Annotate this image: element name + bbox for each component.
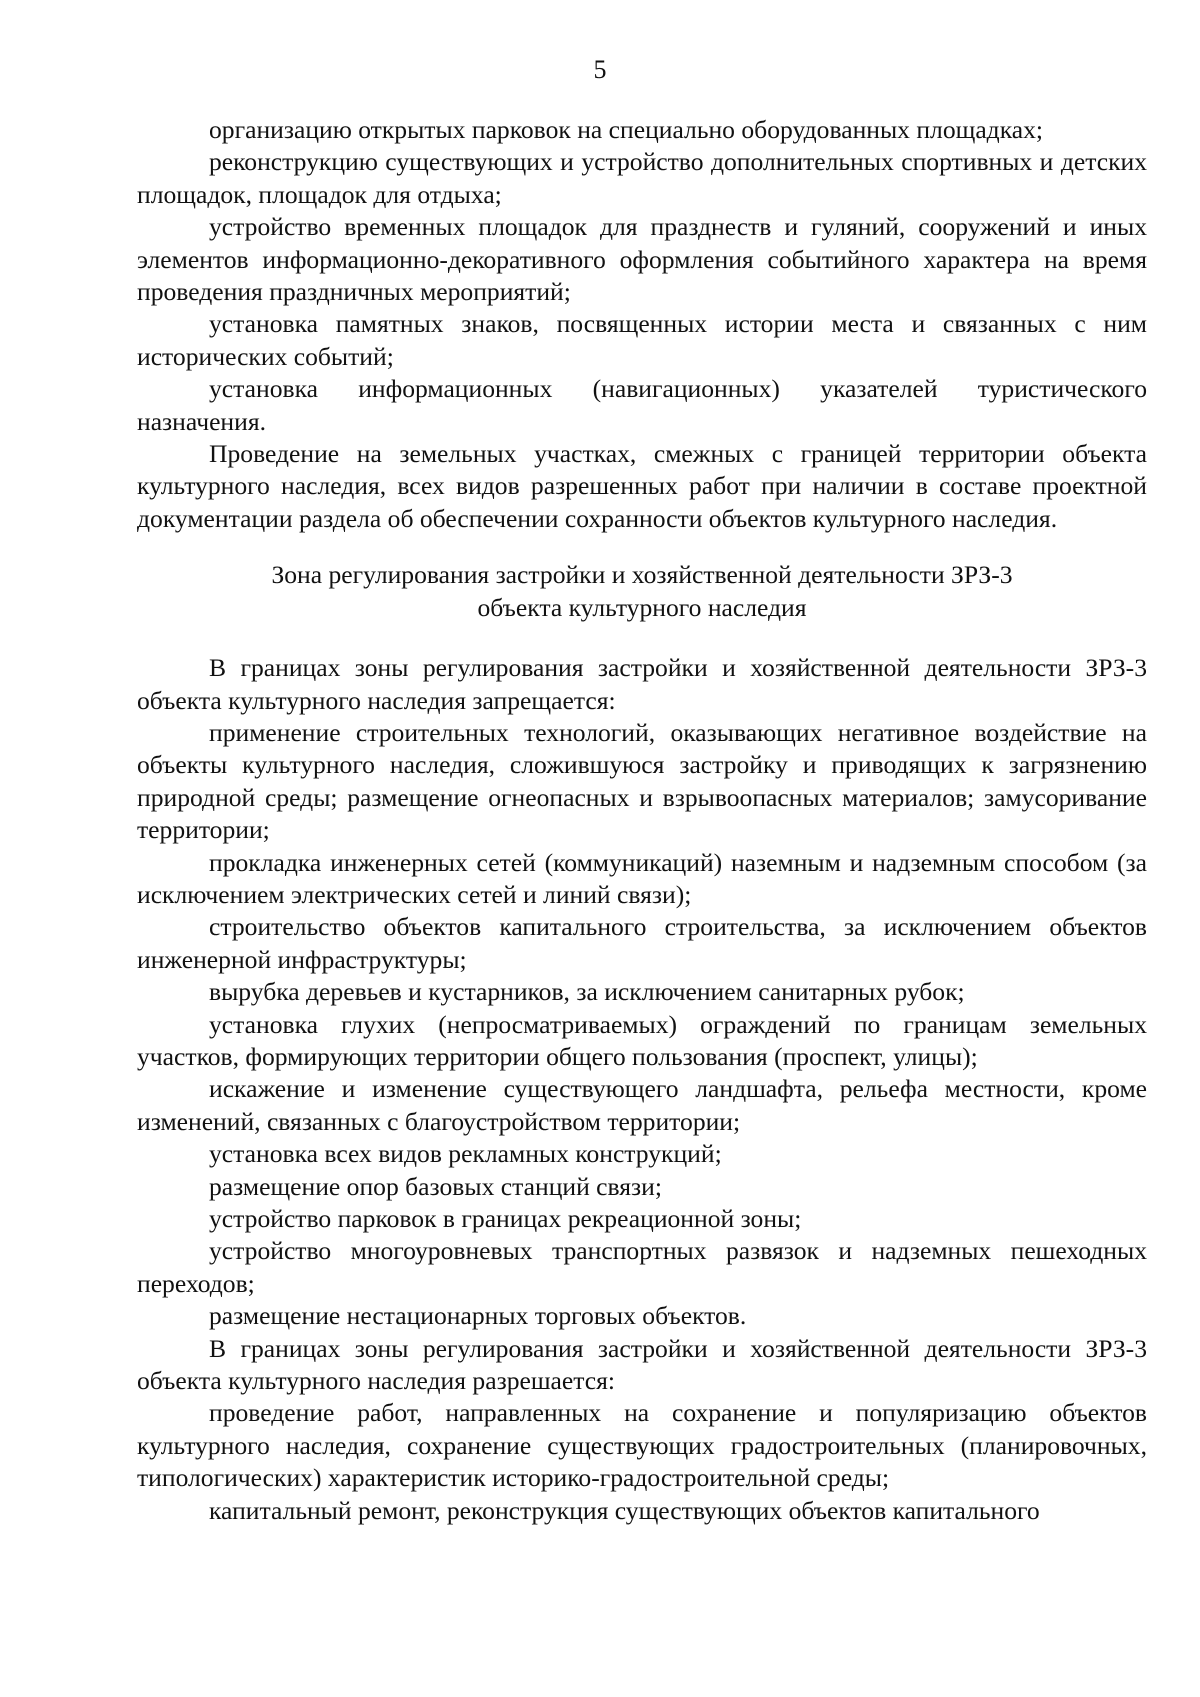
paragraph: вырубка деревьев и кустарников, за исключением санитарных рубок; [209,977,965,1007]
paragraph: проведение работ, направленных на сохранение и популяризацию объектов культурного наследия, сохранение существующих градостроительных (планировочных, типологических) характеристик историко-градостроительной среды; [137,1398,1147,1493]
paragraph: применение строительных технологий, оказывающих негативное воздействие на объекты культурного наследия, сложившуюся застройку и приводящих к загрязнению природной среды; размещение огнеопасных и взрывоопасных материалов; замусоривание территории; [137,717,1147,845]
section-bottom [137,652,1147,1527]
paragraph: установка информационных (навигационных) указателей туристического назначения. [137,374,1147,436]
paragraph: капитальный ремонт, реконструкция существующих объектов капитального [209,1495,1040,1525]
page-number: 5 [593,55,607,84]
paragraph: В границах зоны регулирования застройки и хозяйственной деятельности ЗРЗ-3 объекта культурного наследия запрещается: [137,653,1147,715]
section-heading-line-2: объекта культурного наследия [477,592,807,622]
document-body [137,114,1147,1527]
paragraph: реконструкцию существующих и устройство дополнительных спортивных и детских площадок, площадок для отдыха; [137,147,1147,209]
paragraph: устройство многоуровневых транспортных развязок и надземных пешеходных переходов; [137,1236,1147,1298]
paragraph: Проведение на земельных участках, смежных с границей территории объекта культурного наследия, всех видов разрешенных работ при наличии в составе проектной документации раздела об обеспечении сохранности объектов культурного наследия. [137,439,1147,533]
paragraph: прокладка инженерных сетей (коммуникаций) наземным и надземным способом (за исключением электрических сетей и линий связи); [137,847,1147,909]
paragraph: размещение нестационарных торговых объектов. [209,1301,747,1331]
paragraph: установка памятных знаков, посвященных истории места и связанных с ним исторических событий; [137,309,1147,371]
paragraph: В границах зоны регулирования застройки и хозяйственной деятельности ЗРЗ-3 объекта культурного наследия разрешается: [137,1333,1147,1396]
section-heading [137,559,1147,624]
paragraph: установка глухих (непросматриваемых) ограждений по границам земельных участков, формирующих территории общего пользования (проспект, улицы); [137,1009,1147,1071]
section-top [137,114,1147,535]
paragraph: строительство объектов капитального строительства, за исключением объектов инженерной инфраструктуры; [137,912,1147,974]
paragraph: устройство парковок в границах рекреационной зоны; [209,1204,802,1233]
paragraph: установка всех видов рекламных конструкций; [209,1139,722,1169]
paragraph: размещение опор базовых станций связи; [209,1171,662,1201]
paragraph: организацию открытых парковок на специально оборудованных площадках; [209,115,1044,144]
section-heading-line-1: Зона регулирования застройки и хозяйственной деятельности ЗРЗ-3 [271,560,1013,590]
paragraph: устройство временных площадок для празднеств и гуляний, сооружений и иных элементов информационно-декоративного оформления событийного характера на время проведения праздничных мероприятий; [137,212,1147,307]
paragraph: искажение и изменение существующего ландшафта, рельефа местности, кроме изменений, связанных с благоустройством территории; [137,1074,1147,1136]
